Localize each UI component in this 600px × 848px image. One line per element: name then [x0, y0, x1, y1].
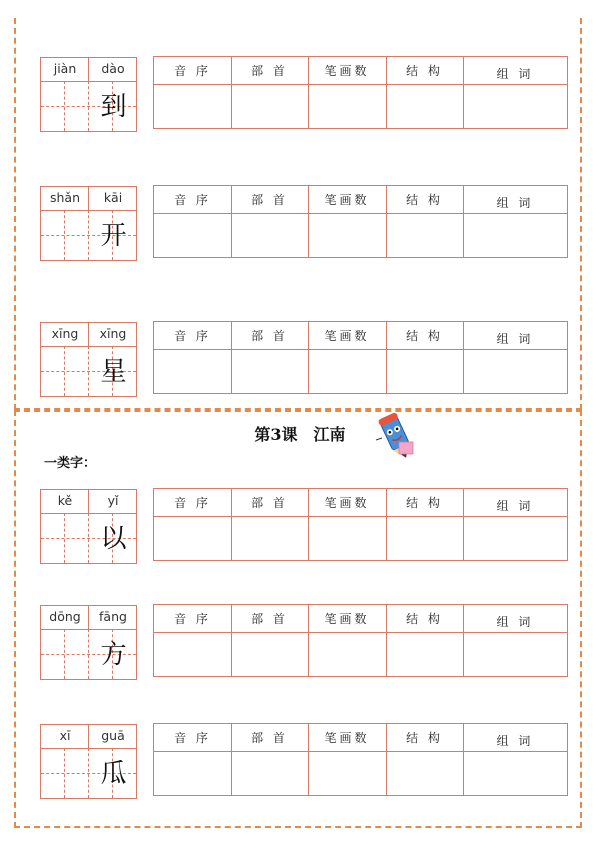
character-grid — [40, 322, 137, 397]
practice-block — [40, 322, 570, 397]
table-header-cell: 部 首 — [251, 496, 288, 510]
answer-cell[interactable] — [154, 214, 231, 257]
answer-cell[interactable] — [463, 517, 567, 560]
lesson-title: 第3课 江南 — [254, 425, 346, 444]
table-header-cell: 音 序 — [174, 496, 211, 510]
answer-cell[interactable] — [154, 633, 231, 676]
hanzi-character: 开 — [100, 221, 127, 251]
table-header-cell: 部 首 — [251, 612, 288, 626]
character-info-table — [153, 723, 568, 796]
answer-cell[interactable] — [386, 85, 463, 128]
table-header-cell: 部 首 — [251, 64, 288, 78]
character-info-table — [153, 185, 568, 258]
pinyin-label: guā — [101, 728, 125, 743]
pinyin-label: shǎn — [49, 190, 81, 205]
table-header-cell: 部 首 — [251, 193, 288, 207]
answer-cell[interactable] — [231, 752, 308, 795]
table-header-cell: 笔画数 — [324, 193, 370, 207]
answer-cell[interactable] — [463, 85, 567, 128]
character-info-table — [153, 321, 568, 394]
pinyin-label: dào — [101, 61, 125, 76]
answer-cell[interactable] — [386, 517, 463, 560]
answer-cell[interactable] — [463, 214, 567, 257]
answer-cell[interactable] — [154, 85, 231, 128]
pinyin-label: xī — [59, 728, 71, 743]
table-header-cell: 结 构 — [406, 496, 443, 510]
table-header-cell: 组 词 — [496, 196, 534, 210]
pinyin-label: kāi — [103, 190, 123, 205]
answer-cell[interactable] — [231, 350, 308, 393]
character-grid — [40, 605, 137, 680]
answer-cell[interactable] — [463, 633, 567, 676]
table-header-cell: 笔画数 — [324, 329, 370, 343]
pinyin-label: jiàn — [53, 61, 77, 76]
answer-cell[interactable] — [308, 752, 386, 795]
answer-cell[interactable] — [308, 214, 386, 257]
answer-cell[interactable] — [386, 752, 463, 795]
table-header-cell: 组 词 — [496, 67, 534, 81]
table-header-cell: 组 词 — [496, 615, 534, 629]
answer-cell[interactable] — [154, 752, 231, 795]
pinyin-label: fāng — [99, 609, 127, 624]
table-header-cell: 组 词 — [496, 332, 534, 346]
answer-cell[interactable] — [231, 517, 308, 560]
category-label: 一类字： — [44, 456, 97, 471]
character-info-table — [153, 488, 568, 561]
character-grid — [40, 186, 137, 261]
answer-cell[interactable] — [231, 85, 308, 128]
practice-block — [40, 57, 570, 132]
hanzi-character: 以 — [100, 524, 127, 554]
table-header-cell: 音 序 — [174, 731, 211, 745]
character-info-table — [153, 56, 568, 129]
table-header-cell: 笔画数 — [324, 496, 370, 510]
table-header-cell: 笔画数 — [324, 731, 370, 745]
pinyin-label: xīng — [99, 326, 127, 341]
character-grid — [40, 724, 137, 799]
table-header-cell: 结 构 — [406, 329, 443, 343]
pinyin-label: yǐ — [107, 493, 119, 508]
table-header-cell: 音 序 — [174, 193, 211, 207]
hanzi-character: 星 — [100, 357, 127, 387]
table-header-cell: 部 首 — [251, 329, 288, 343]
pinyin-label: kě — [57, 493, 73, 508]
table-header-cell: 笔画数 — [324, 64, 370, 78]
character-grid — [40, 57, 137, 132]
practice-block — [40, 605, 570, 680]
table-header-cell: 音 序 — [174, 612, 211, 626]
table-header-cell: 结 构 — [406, 612, 443, 626]
practice-block — [40, 186, 570, 261]
answer-cell[interactable] — [386, 633, 463, 676]
table-header-cell: 结 构 — [406, 193, 443, 207]
pinyin-label: dōng — [49, 609, 81, 624]
answer-cell[interactable] — [308, 633, 386, 676]
practice-block — [40, 724, 570, 799]
table-header-cell: 组 词 — [496, 499, 534, 513]
pencil-mascot-icon — [373, 410, 419, 462]
hanzi-character: 方 — [100, 640, 127, 670]
table-header-cell: 结 构 — [406, 64, 443, 78]
table-header-cell: 音 序 — [174, 329, 211, 343]
table-header-cell: 组 词 — [496, 734, 534, 748]
practice-block — [40, 489, 570, 564]
hanzi-character: 到 — [100, 92, 127, 122]
answer-cell[interactable] — [231, 214, 308, 257]
character-grid — [40, 489, 137, 564]
answer-cell[interactable] — [386, 214, 463, 257]
answer-cell[interactable] — [308, 517, 386, 560]
pinyin-label: xīng — [51, 326, 79, 341]
hanzi-character: 瓜 — [100, 759, 127, 789]
answer-cell[interactable] — [463, 752, 567, 795]
character-info-table — [153, 604, 568, 677]
answer-cell[interactable] — [308, 85, 386, 128]
answer-cell[interactable] — [231, 633, 308, 676]
table-header-cell: 部 首 — [251, 731, 288, 745]
answer-cell[interactable] — [463, 350, 567, 393]
table-header-cell: 音 序 — [174, 64, 211, 78]
answer-cell[interactable] — [154, 517, 231, 560]
table-header-cell: 笔画数 — [324, 612, 370, 626]
answer-cell[interactable] — [386, 350, 463, 393]
answer-cell[interactable] — [308, 350, 386, 393]
table-header-cell: 结 构 — [406, 731, 443, 745]
answer-cell[interactable] — [154, 350, 231, 393]
